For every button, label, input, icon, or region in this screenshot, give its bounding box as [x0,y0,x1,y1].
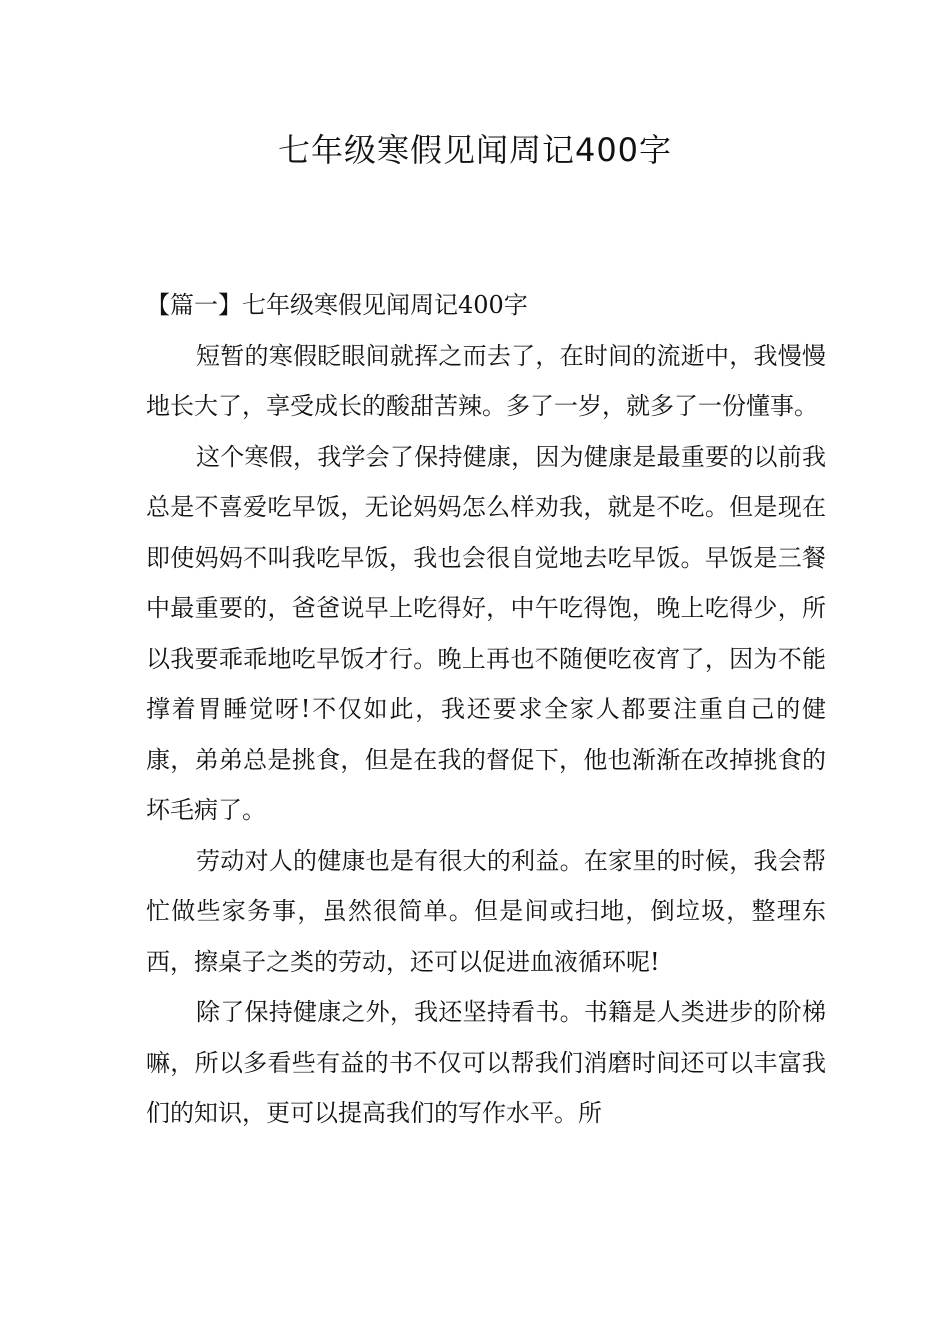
document-body [146,280,826,1139]
paragraph-4: 除了保持健康之外，我还坚持看书。书籍是人类进步的阶梯嘛，所以多看些有益的书不仅可以帮我们消磨时间还可以丰富我们的知识，更可以提高我们的写作水平。所 [146,998,826,1127]
document-title: 七年级寒假见闻周记400字 [277,131,673,169]
paragraph-3: 劳动对人的健康也是有很大的利益。在家里的时候，我会帮忙做些家务事，虽然很简单。但是间或扫地，倒垃圾，整理东西，擦桌子之类的劳动，还可以促进血液循环呢! [146,846,826,976]
section-heading: 【篇一】七年级寒假见闻周记400字 [146,291,528,319]
paragraph-1: 短暂的寒假眨眼间就挥之而去了，在时间的流逝中，我慢慢地长大了，享受成长的酸甜苦辣。多了一岁，就多了一份懂事。 [146,341,826,420]
paragraph-2: 这个寒假，我学会了保持健康，因为健康是最重要的以前我总是不喜爱吃早饭，无论妈妈怎么样劝我，就是不吃。但是现在即使妈妈不叫我吃早饭，我也会很自觉地去吃早饭。早饭是三餐中最重要的，爸爸说早上吃得好，中午吃得饱，晚上吃得少，所以我要乖乖地吃早饭才行。晚上再也不随便吃夜宵了，因为不能撑着胃睡觉呀!不仅如此，我还要求全家人都要注重自己的健康，弟弟总是挑食，但是在我的督促下，他也渐渐在改掉挑食的坏毛病了。 [146,442,826,824]
